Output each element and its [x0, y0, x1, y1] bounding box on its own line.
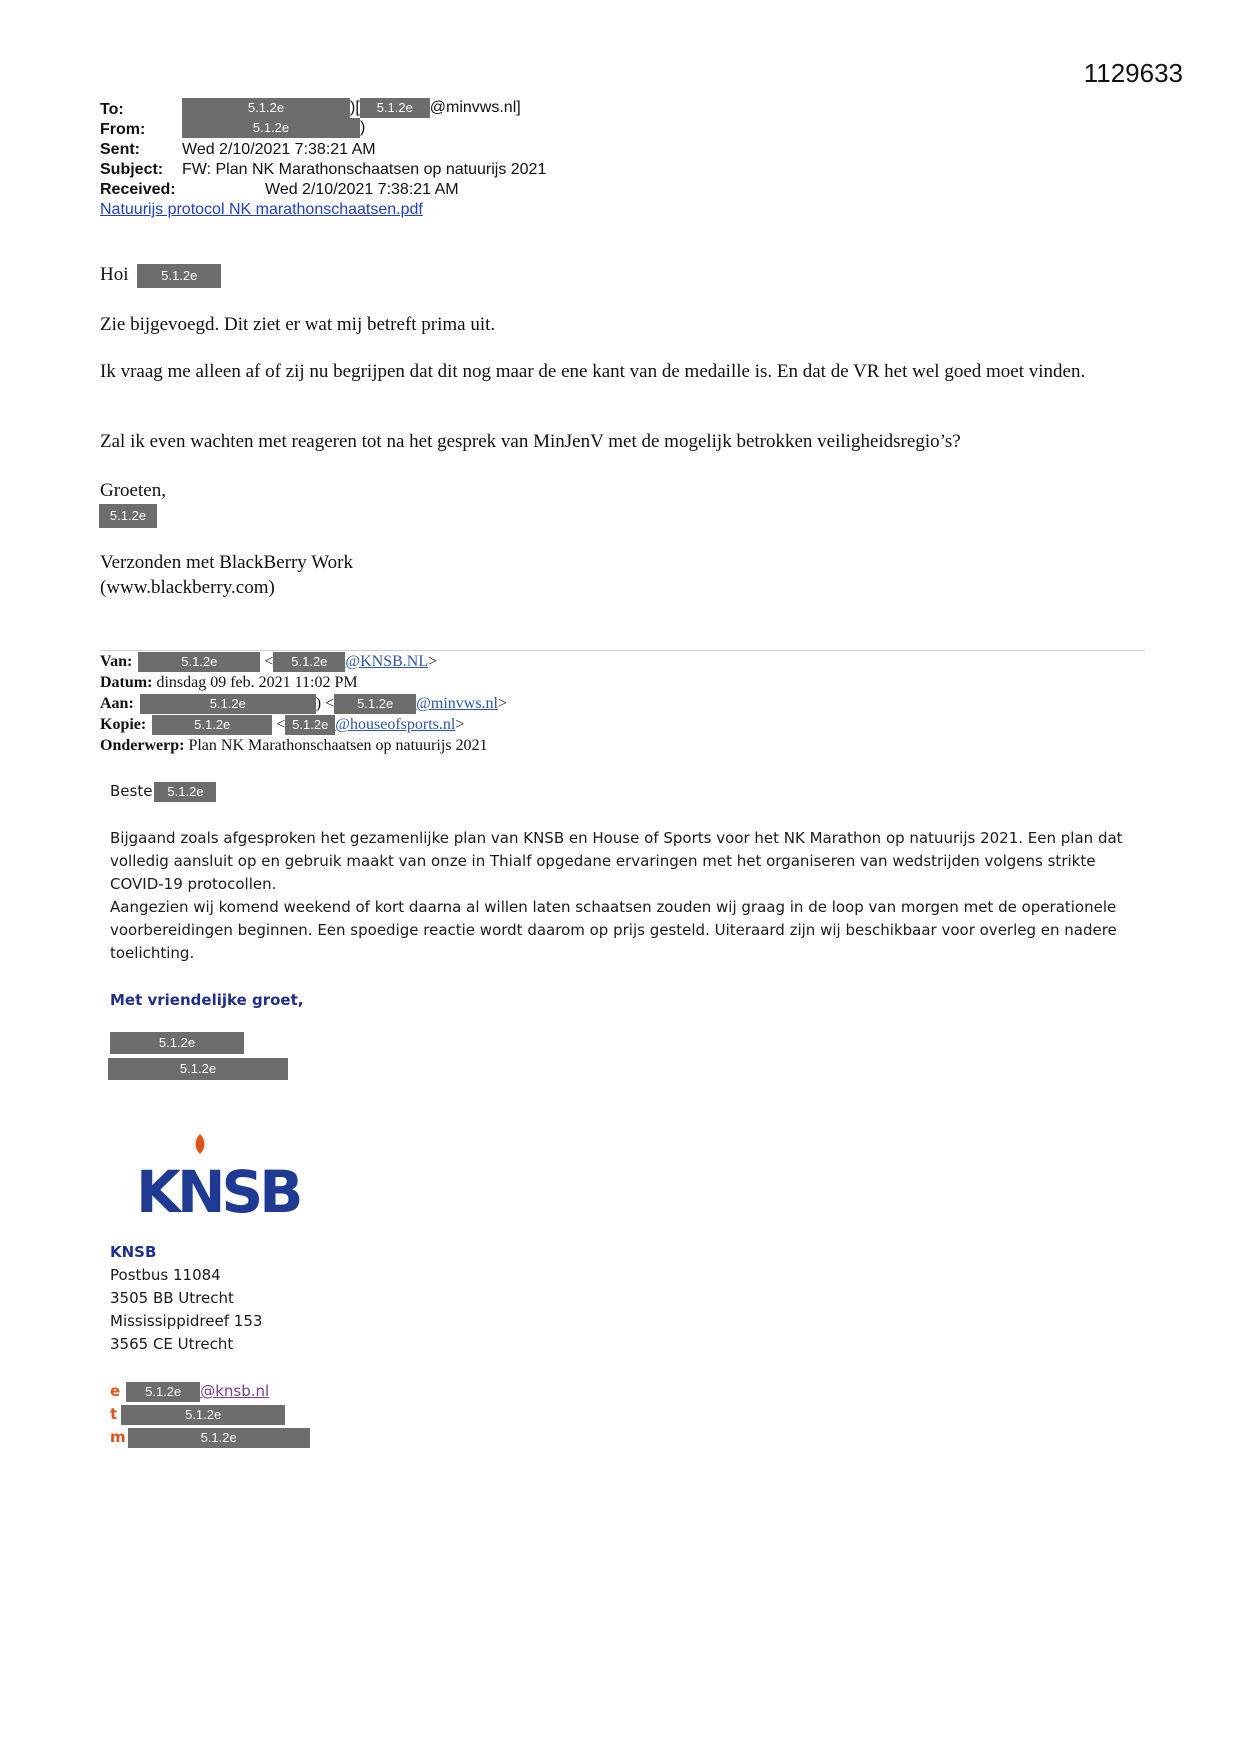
signature-line-2: (www.blackberry.com)	[100, 577, 275, 598]
value-sent: Wed 2/10/2021 7:38:21 AM	[182, 141, 376, 158]
knsb-logo	[134, 1130, 300, 1226]
value-subject: FW: Plan NK Marathonschaatsen op natuurijs 2021	[182, 161, 547, 178]
label-from: From:	[100, 121, 146, 138]
redaction: 5.1.2e	[126, 1382, 200, 1402]
logo-text: KNSB	[136, 1158, 300, 1226]
redaction: 5.1.2e	[273, 652, 345, 672]
value-from: 5.1.2e )	[182, 118, 365, 138]
contact-mobile: m 5.1.2e	[110, 1426, 310, 1449]
address-line-3: Mississippidreef 153	[110, 1312, 263, 1330]
redaction: 5.1.2e	[360, 98, 430, 118]
inner-paragraph-1: Bijgaand zoals afgesproken het gezamenlijke plan van KNSB en House of Sports voor het NK Marathon op natuurijs 2021. Een plan dat volledig aansluit op en gebruik maakt van onze in Thialf opgedane ervaringen met het organiseren van wedstrijden volgens strikte COVID-19 protocollen.	[110, 829, 1123, 893]
redaction: 5.1.2e	[182, 98, 350, 118]
address-line-4: 3565 CE Utrecht	[110, 1335, 234, 1353]
redaction: 5.1.2e	[140, 694, 316, 714]
inner-sig-title	[108, 1058, 288, 1080]
forward-onderwerp: Onderwerp: Plan NK Marathonschaatsen op natuurijs 2021	[100, 737, 488, 754]
reply-closing: Groeten,	[100, 480, 166, 501]
redaction: 5.1.2e	[108, 1058, 288, 1080]
label-subject: Subject:	[100, 161, 164, 178]
forward-aan: Aan: 5.1.2e ) < 5.1.2e @minvws.nl>	[100, 693, 507, 714]
org-name: KNSB	[110, 1243, 157, 1261]
reply-paragraph-3: Zal ik even wachten met reageren tot na het gesprek van MinJenV met de mogelijk betrokken veiligheidsregio’s?	[100, 431, 961, 452]
attachment-link[interactable]: Natuurijs protocol NK marathonschaatsen.pdf	[100, 201, 423, 218]
reply-paragraph-1: Zie bijgevoegd. Dit ziet er wat mij betreft prima uit.	[100, 314, 496, 335]
redaction: 5.1.2e	[99, 504, 157, 528]
redaction: 5.1.2e	[182, 118, 360, 138]
forward-datum: Datum: dinsdag 09 feb. 2021 11:02 PM	[100, 674, 358, 691]
value-to: 5.1.2e )[ 5.1.2e @minvws.nl]	[182, 98, 521, 118]
redaction: 5.1.2e	[285, 715, 335, 735]
label-to: To:	[100, 101, 124, 118]
aan-email-link[interactable]: @minvws.nl	[416, 695, 498, 712]
label-received: Received:	[100, 181, 176, 198]
reply-paragraph-2: Ik vraag me alleen af of zij nu begrijpen dat dit nog maar de ene kant van de medaille is. En dat de VR het wel goed moet vinden.	[100, 361, 1086, 382]
redaction: 5.1.2e	[152, 715, 272, 735]
address-line-2: 3505 BB Utrecht	[110, 1289, 234, 1307]
inner-regards: Met vriendelijke groet,	[110, 991, 304, 1009]
inner-sig-name	[110, 1032, 244, 1054]
redaction: 5.1.2e	[110, 1032, 244, 1054]
redaction: 5.1.2e	[138, 652, 260, 672]
reply-closing-name	[99, 504, 157, 528]
reply-greeting: Hoi 5.1.2e	[100, 263, 221, 288]
knsb-logo-graphic	[134, 1130, 300, 1226]
label-sent: Sent:	[100, 141, 140, 158]
value-received: Wed 2/10/2021 7:38:21 AM	[265, 181, 459, 198]
inner-greeting: Beste 5.1.2e	[110, 780, 216, 803]
contact-phone: t 5.1.2e	[110, 1403, 285, 1426]
redaction: 5.1.2e	[137, 264, 221, 288]
forward-kopie: Kopie: 5.1.2e < 5.1.2e @houseofsports.nl>	[100, 714, 464, 735]
document-number: 1129633	[1083, 58, 1183, 88]
redaction: 5.1.2e	[128, 1428, 310, 1448]
address-line-1: Postbus 11084	[110, 1266, 221, 1284]
logo-flame-icon	[196, 1134, 205, 1154]
redaction: 5.1.2e	[154, 782, 216, 802]
knsb-email-link[interactable]: @knsb.nl	[200, 1382, 270, 1400]
redaction: 5.1.2e	[121, 1405, 285, 1425]
forward-van: Van: 5.1.2e < 5.1.2e @KNSB.NL>	[100, 651, 437, 672]
van-email-link[interactable]: @KNSB.NL	[345, 653, 429, 670]
redaction: 5.1.2e	[334, 694, 416, 714]
contact-email: e 5.1.2e @knsb.nl	[110, 1382, 270, 1400]
inner-paragraph-2: Aangezien wij komend weekend of kort daarna al willen laten schaatsen zouden wij graag in de loop van morgen met de operationele voorbereidingen beginnen. Een spoedige reactie wordt daarom op prijs gesteld. Uiteraard zijn wij beschikbaar voor overleg en nadere toelichting.	[110, 898, 1117, 962]
signature-line-1: Verzonden met BlackBerry Work	[100, 552, 353, 573]
kopie-email-link[interactable]: @houseofsports.nl	[335, 716, 456, 733]
